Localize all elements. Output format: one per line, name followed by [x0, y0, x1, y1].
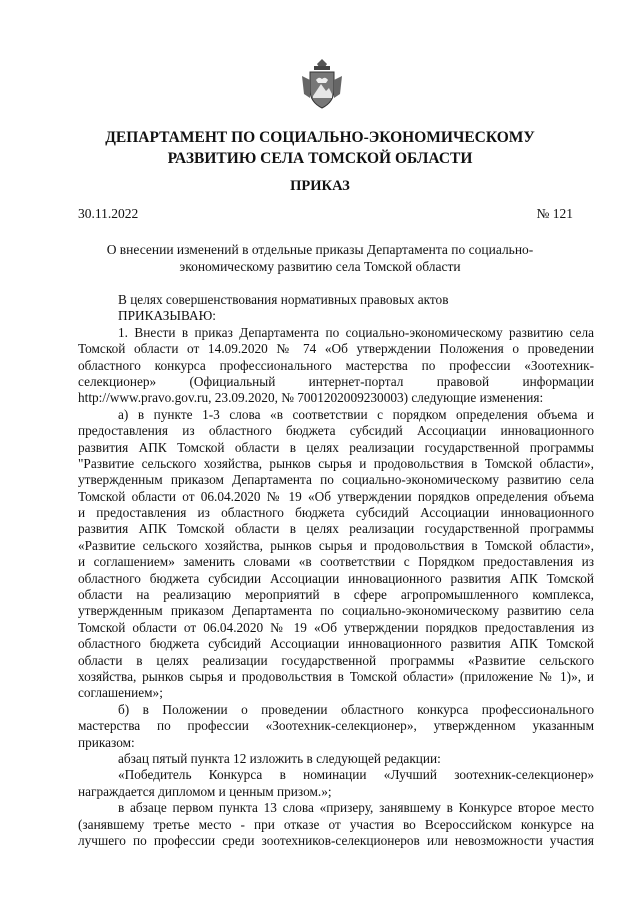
document-type: ПРИКАЗ	[290, 178, 350, 194]
body-line: мастерства по профессии «Зоотехник-селекционер», утвержденном указанным	[78, 718, 594, 734]
org-name-line2: РАЗВИТИЮ СЕЛА ТОМСКОЙ ОБЛАСТИ	[167, 150, 473, 167]
body-line: «Победитель Конкурса в номинации «Лучший зоотехник-селекционер»	[118, 767, 594, 783]
body-line: хозяйства, рынков сырья и продовольствия в Томской области» (приложение № 1)», и	[78, 668, 594, 684]
body-line: в абзаце первом пункта 13 слова «призеру, занявшему в Конкурсе второе место	[118, 800, 594, 816]
body-line: 1. Внести в приказ Департамента по социально-экономическому развитию села	[118, 324, 594, 340]
document-body	[78, 292, 594, 849]
body-line: а) в пункте 1-3 слова «в соответствии с порядком определения объема и	[118, 406, 594, 422]
body-line: областного бюджета субсидий Ассоциации инновационного развития АПК Томской	[78, 636, 594, 652]
body-line: развития АПК Томской области в целях реализации государственной программы	[78, 439, 594, 455]
body-line: Томской области от 06.04.2020 № 19 «Об утверждении порядков предоставления из	[78, 619, 594, 635]
coat-of-arms-icon	[299, 58, 345, 112]
body-line: Томской области от 06.04.2020 № 19 «Об утверждении порядков определения объема	[78, 488, 594, 504]
document-subject	[100, 241, 540, 275]
body-line: лучшего по профессии среди зоотехников-селекционеров или невозможности участия	[78, 832, 594, 848]
body-line: ПРИКАЗЫВАЮ:	[118, 308, 216, 324]
body-line: области в целях реализации государственной программы «Развитие сельского	[78, 652, 594, 668]
body-line: и соглашением» заменить словами «в соответствии с Порядком предоставления из	[78, 554, 594, 570]
body-line: и предоставления из областного бюджета субсидий Ассоциации инновационного	[78, 505, 594, 521]
body-line: «Развитие сельского хозяйства, рынков сырья и продовольствия в Томской области»,	[78, 537, 594, 553]
body-line: абзац пятый пункта 12 изложить в следующей редакции:	[118, 750, 441, 766]
body-line: областного конкурса профессионального мастерства по профессии «Зоотехник-	[78, 357, 594, 373]
document-date: 30.11.2022	[78, 206, 139, 221]
body-line: селекционер» (Официальный интернет-портал правовой информации	[78, 373, 594, 389]
body-line: областного бюджета субсидии Ассоциации инновационного развития АПК Томской	[78, 570, 594, 586]
body-line: предоставления из областного бюджета субсидий Ассоциации инновационного	[78, 423, 594, 439]
body-line: утвержденным приказом Департамента по социально-экономическому развитию села	[78, 472, 594, 488]
body-line: развития АПК Томской области в целях реализации государственной программы	[78, 521, 594, 537]
body-line: Томской области от 14.09.2020 № 74 «Об утверждении Положения о проведении	[78, 341, 594, 357]
subject-line: О внесении изменений в отдельные приказы Департамента по социально-	[106, 242, 534, 257]
subject-line: экономическому развитию села Томской области	[179, 259, 461, 274]
org-name-line1: ДЕПАРТАМЕНТ ПО СОЦИАЛЬНО-ЭКОНОМИЧЕСКОМУ	[105, 129, 535, 146]
body-line: http://www.pravo.gov.ru, 23.09.2020, № 7001202009230003) следующие изменения:	[78, 390, 544, 406]
body-line: "Развитие сельского хозяйства, рынков сырья и продовольствия в Томской области»,	[78, 455, 594, 471]
body-line: награждается дипломом и ценным призом.»;	[78, 783, 332, 799]
body-line: приказом:	[78, 734, 135, 750]
body-line: В целях совершенствования нормативных правовых актов	[118, 292, 449, 307]
body-line: утвержденным приказом Департамента по социально-экономическому развитию села	[78, 603, 594, 619]
document-number: № 121	[536, 206, 573, 221]
body-line: б) в Положении о проведении областного конкурса профессионального	[118, 701, 594, 717]
body-line: (занявшему третье место - при отказе от участия во Всероссийском конкурсе на	[78, 816, 594, 832]
body-line: соглашением»;	[78, 685, 163, 701]
body-line: области на реализацию мероприятий в сфере агропромышленного комплекса,	[78, 587, 594, 603]
